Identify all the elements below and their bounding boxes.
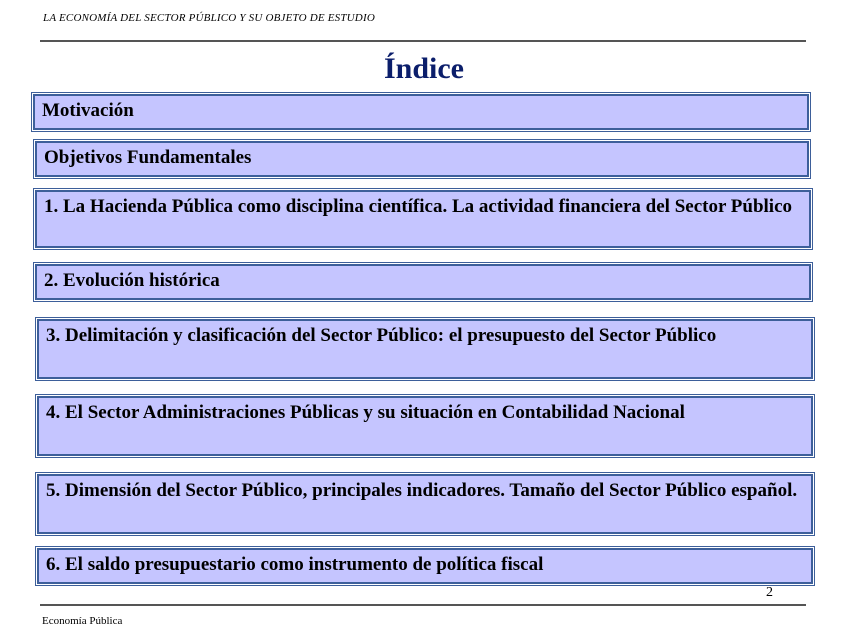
index-item-label: 4. El Sector Administraciones Públicas y su situación en Contabilidad Nacional: [46, 402, 685, 423]
index-item-2[interactable]: [35, 264, 811, 300]
running-header: LA ECONOMÍA DEL SECTOR PÚBLICO Y SU OBJETO DE ESTUDIO: [43, 12, 375, 24]
page-number: 2: [766, 585, 773, 600]
index-item-1[interactable]: [35, 190, 811, 248]
index-item-3[interactable]: [37, 319, 813, 379]
index-item-objetivos[interactable]: [35, 141, 809, 177]
index-item-label: 2. Evolución histórica: [44, 270, 220, 291]
index-item-motivacion[interactable]: [33, 94, 809, 130]
index-item-label: 1. La Hacienda Pública como disciplina científica. La actividad financiera del Sector Público: [44, 196, 793, 217]
index-item-label: 6. El saldo presupuestario como instrumento de política fiscal: [46, 554, 544, 575]
footer-rule: [40, 604, 806, 606]
page-title: Índice: [383, 52, 464, 85]
index-item-label: Motivación: [42, 100, 134, 121]
header-rule: [40, 40, 806, 42]
index-item-label: 3. Delimitación y clasificación del Sector Público: el presupuesto del Sector Público: [46, 325, 717, 346]
index-item-label: Objetivos Fundamentales: [44, 147, 252, 168]
index-item-5[interactable]: [37, 474, 813, 534]
index-item-label: 5. Dimensión del Sector Público, principales indicadores. Tamaño del Sector Público español.: [46, 480, 798, 501]
index-item-6[interactable]: [37, 548, 813, 584]
index-item-4[interactable]: [37, 396, 813, 456]
running-footer: Economía Pública: [42, 615, 123, 627]
